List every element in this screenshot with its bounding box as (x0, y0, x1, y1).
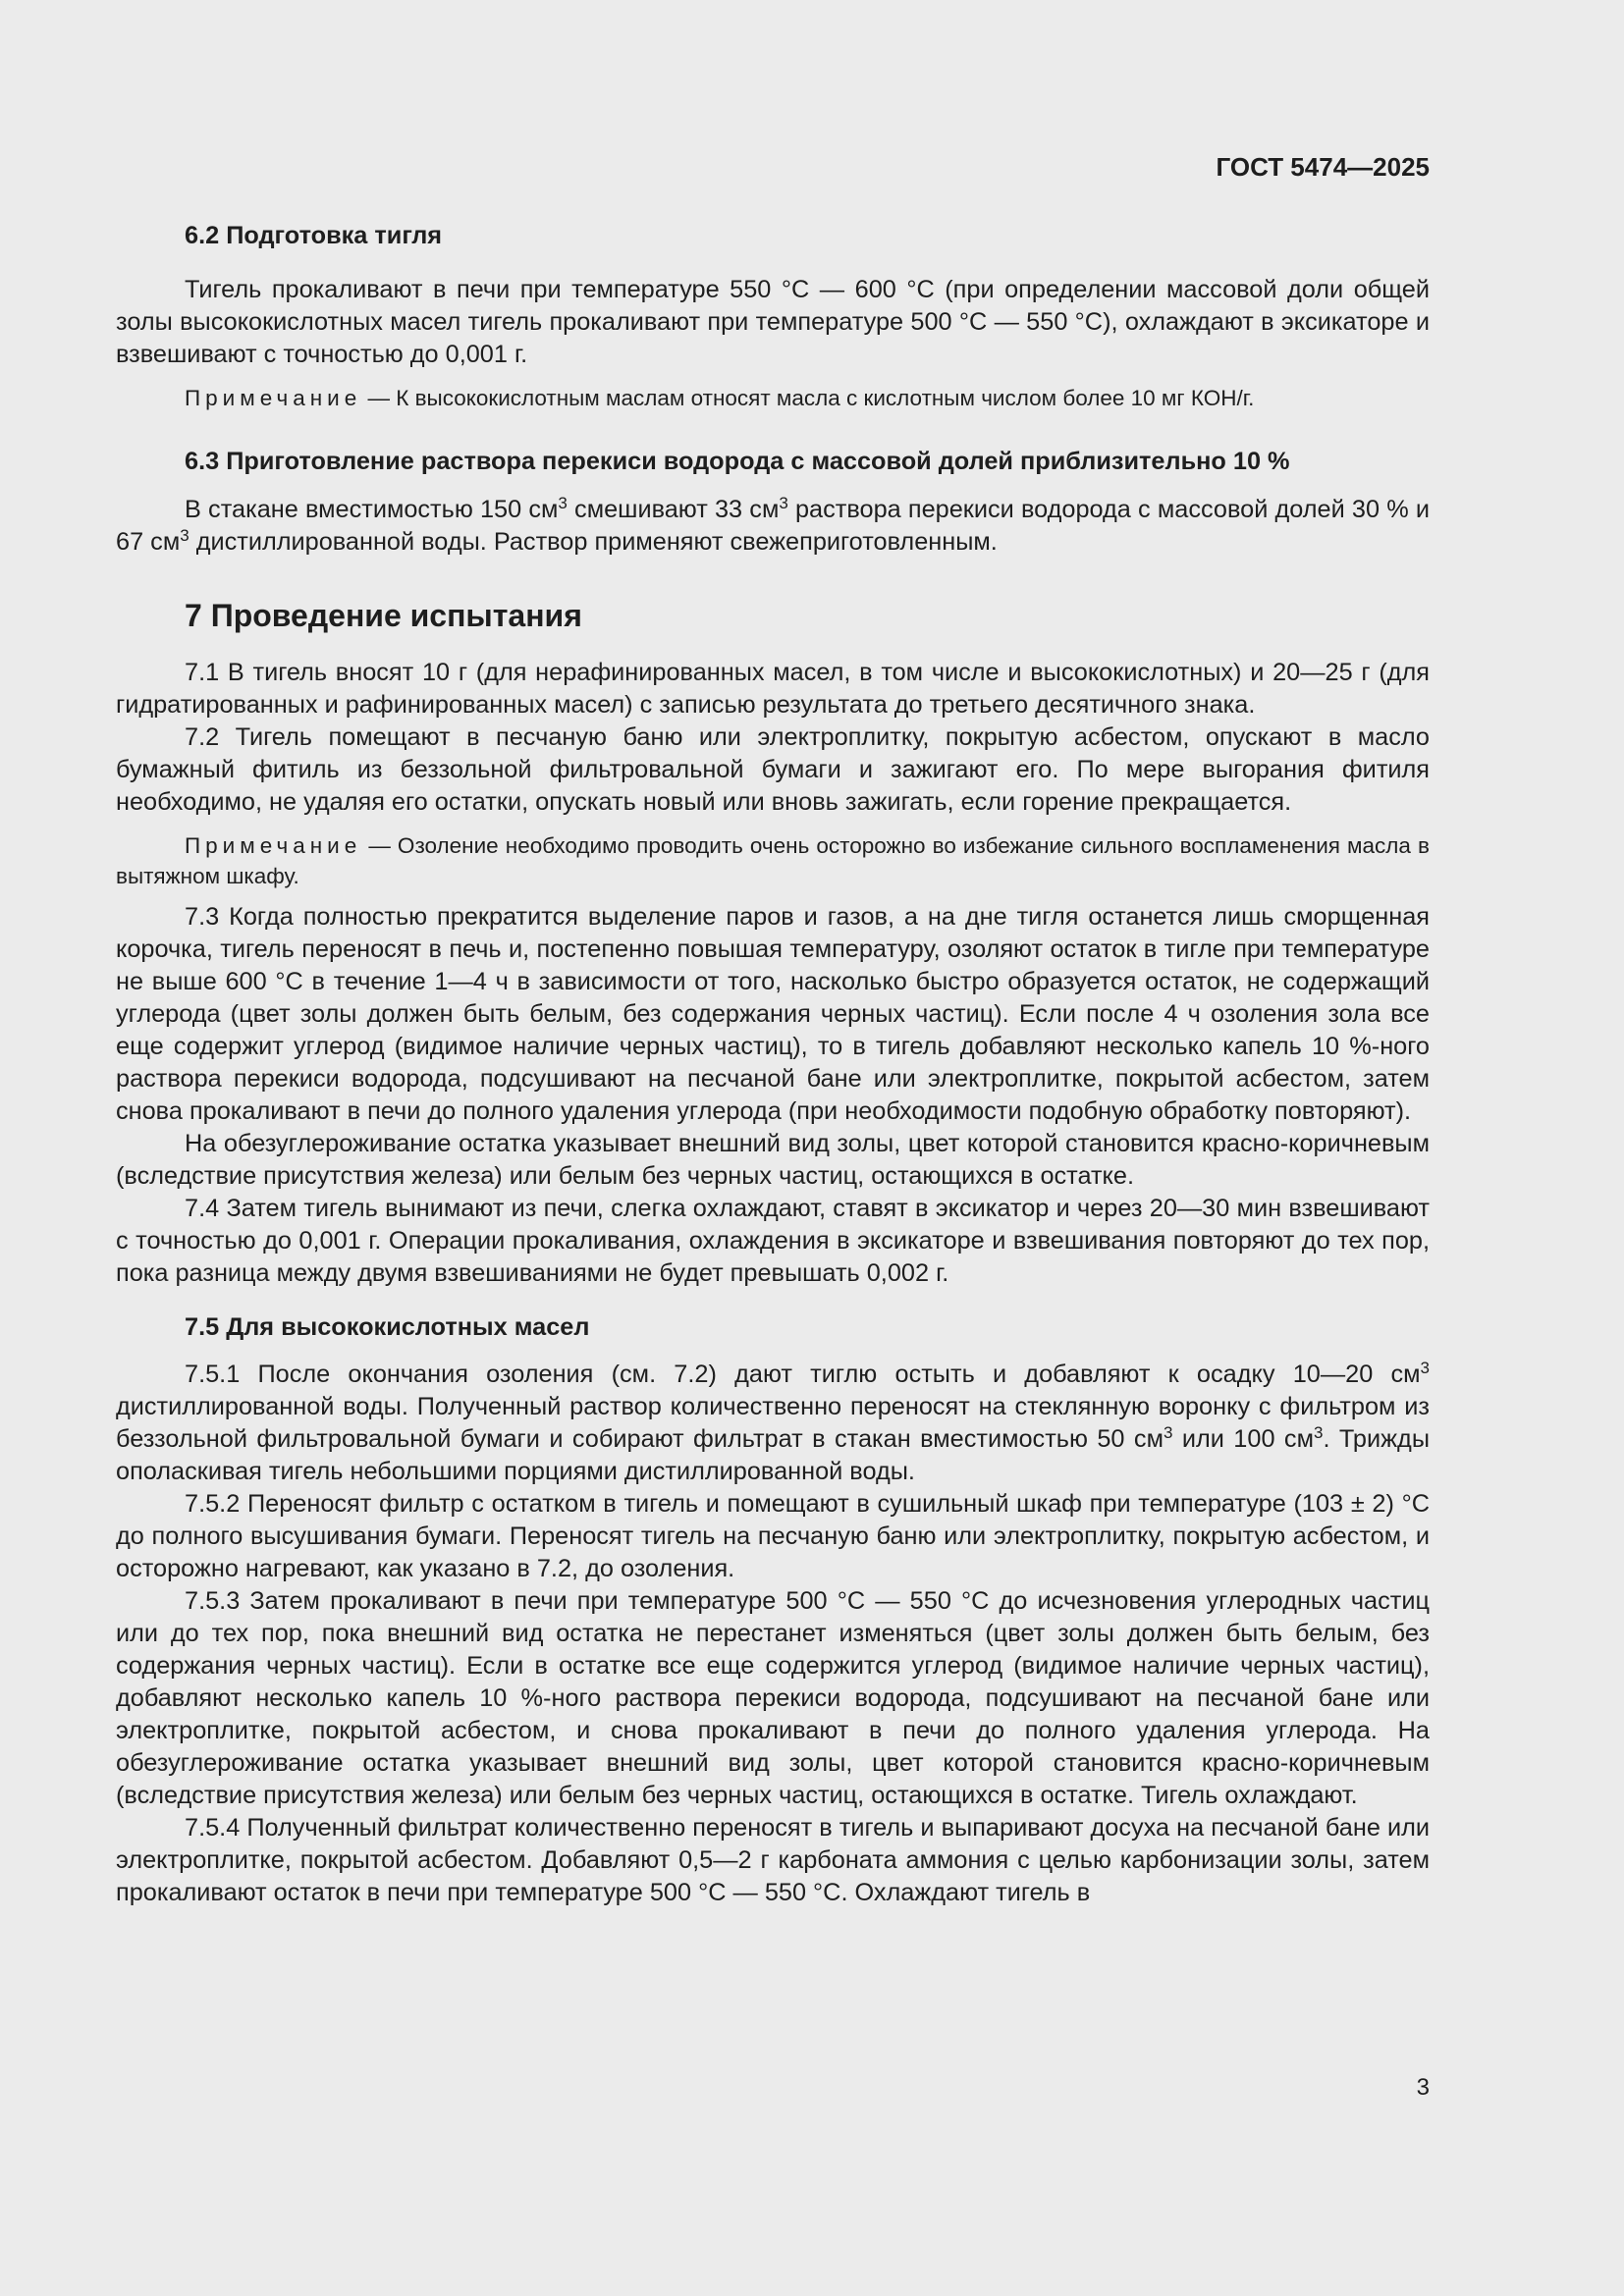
paragraph-7-5-3: 7.5.3 Затем прокаливают в печи при температуре 500 °С — 550 °С до исчезновения углеродных частиц или до тех пор, пока внешний вид остатка не перестанет изменяться (цвет золы должен быть белым, без содержания черных частиц). Если в остатке все еще содержится углерод (видимое наличие черных частиц), добавляют несколько капель 10 %-ного раствора перекиси водорода, подсушивают на песчаной бане или электроплитке, покрытой асбестом, и снова прокаливают в печи до полного удаления углерода. На обезуглероживание остатка указывает внешний вид золы, цвет которой становится красно-коричневым (вследствие присутствия железа) или белым без черных частиц, остающихся в остатке. Тигель охлаждают. (116, 1587, 1430, 1809)
paragraph-7-3-cont: На обезуглероживание остатка указывает внешний вид золы, цвет которой становится красно-коричневым (вследствие присутствия железа) или белым без черных частиц, остающихся в остатке. (116, 1130, 1430, 1190)
text-run: В стакане вместимостью 150 см (185, 496, 559, 523)
paragraph-7-2: 7.2 Тигель помещают в песчаную баню или электроплитку, покрытую асбестом, опускают в масло бумажный фитиль из беззольной фильтровальной бумаги и зажигают его. По мере выгорания фитиля необходимо, не удаляя его остатки, опускать новый или вновь зажигать, если горение прекращается. (116, 723, 1430, 816)
subsection-heading-6-3: 6.3 Приготовление раствора перекиси водорода с массовой долей приблизительно 10 % (185, 448, 1290, 475)
text-run: смешивают 33 см (567, 496, 780, 523)
superscript: 3 (779, 494, 788, 512)
superscript: 3 (558, 494, 568, 512)
document-code: ГОСТ 5474—2025 (1216, 152, 1430, 182)
text-run: 7.5.1 После окончания озоления (см. 7.2) дают тиглю остыть и добавляют к осадку 10—20 см (185, 1361, 1421, 1388)
paragraph-7-4: 7.4 Затем тигель вынимают из печи, слегка охлаждают, ставят в эксикатор и через 20—30 мин взвешивают с точностью до 0,001 г. Операции прокаливания, охлаждения в эксикаторе и взвешивания повторяют до тех пор, пока разница между двумя взвешиваниями не будет превышать 0,002 г. (116, 1195, 1430, 1287)
note-text: — Озоление необходимо проводить очень осторожно во избежание сильного воспламенения масла в вытяжном шкафу. (116, 833, 1430, 888)
note-text: — К высококислотным маслам относят масла с кислотным числом более 10 мг КОН/г. (361, 386, 1255, 410)
note-7-2 (116, 830, 1430, 891)
paragraph-7-5-2: 7.5.2 Переносят фильтр с остатком в тигель и помещают в сушильный шкаф при температуре (103 ± 2) °С до полного высушивания бумаги. Переносят тигель на песчаную баню или электроплитку, покрытую асбестом, и осторожно нагревают, как указано в 7.2, до озоления. (116, 1490, 1430, 1582)
superscript: 3 (1420, 1359, 1430, 1377)
paragraph-6-3 (116, 494, 1430, 559)
page-number: 3 (1416, 2074, 1430, 2101)
subsection-heading-6-2: 6.2 Подготовка тигля (185, 222, 443, 249)
text-run: дистиллированной воды. Полученный раствор количественно переносят на стеклянную воронку с фильтром из беззольной фильтровальной бумаги и собирают фильтрат в стакан вместимостью 50 см (116, 1393, 1430, 1453)
document-body (116, 220, 1430, 1909)
superscript: 3 (180, 526, 189, 545)
superscript: 3 (1313, 1423, 1324, 1442)
paragraph-7-1: 7.1 В тигель вносят 10 г (для нерафинированных масел, в том числе и высококислотных) и 20—25 г (для гидратированных и рафинированных масел) с записью результата до третьего десятичного знака. (116, 659, 1430, 719)
text-run: раствора перекиси водорода с массовой долей 30 % и 67 см (116, 496, 1431, 556)
text-run: . Трижды ополаскивая тигель небольшими порциями дистиллированной воды. (116, 1425, 1431, 1485)
text-run: или 100 см (1172, 1425, 1314, 1453)
subsection-heading-7-5: 7.5 Для высококислотных масел (185, 1313, 590, 1341)
paragraph-7-5-1 (116, 1359, 1430, 1488)
note-label: Примечание (185, 386, 362, 410)
paragraph-6-2: Тигель прокаливают в печи при температуре 550 °С — 600 °С (при определении массовой доли общей золы высококислотных масел тигель прокаливают при температуре 500 °С — 550 °С), охлаждают в эксикаторе и взвешивают с точностью до 0,001 г. (116, 276, 1430, 368)
section-heading-7: 7 Проведение испытания (185, 598, 582, 633)
paragraph-7-5-4: 7.5.4 Полученный фильтрат количественно переносят в тигель и выпаривают досуха на песчаной бане или электроплитке, покрытой асбестом. Добавляют 0,5—2 г карбоната аммония с целью карбонизации золы, затем прокаливают остаток в печи при температуре 500 °С — 550 °С. Охлаждают тигель в (116, 1814, 1430, 1906)
text-run: дистиллированной воды. Раствор применяют свежеприготовленным. (189, 528, 998, 556)
note-6-2 (116, 383, 1430, 413)
superscript: 3 (1163, 1423, 1173, 1442)
paragraph-7-3: 7.3 Когда полностью прекратится выделение паров и газов, а на дне тигля останется лишь сморщенная корочка, тигель переносят в печь и, постепенно повышая температуру, озоляют остаток в тигле при температуре не выше 600 °С в течение 1—4 ч в зависимости от того, насколько быстро образуется остаток, не содержащий углерода (цвет золы должен быть белым, без содержания черных частиц). Если после 4 ч озоления зола все еще содержит углерод (видимое наличие черных частиц), то в тигель добавляют несколько капель 10 %-ного раствора перекиси водорода, подсушивают на песчаной бане или электроплитке, покрытой асбестом, затем снова прокаливают в печи до полного удаления углерода (при необходимости подобную обработку повторяют). (116, 903, 1430, 1125)
note-label: Примечание (185, 833, 362, 858)
